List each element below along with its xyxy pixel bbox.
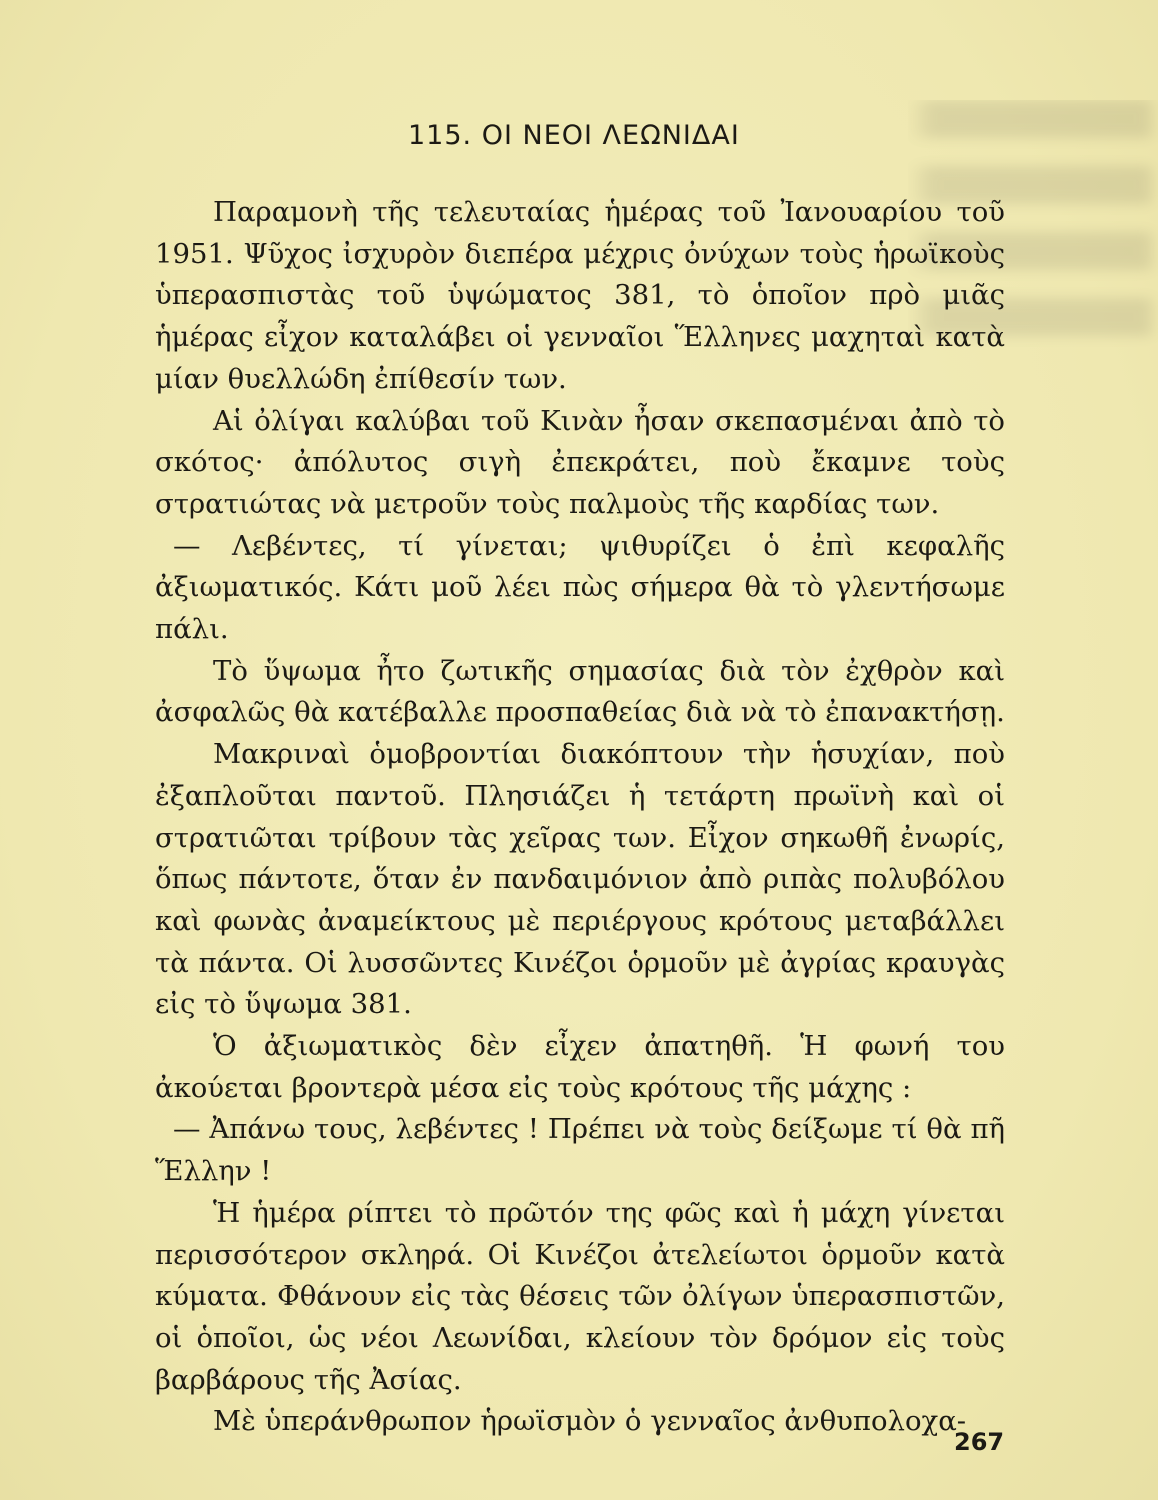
paragraph: Μὲ ὑπεράνθρωπον ἡρωϊσμὸν ὁ γενναῖος ἀνθυπολοχα- bbox=[213, 1405, 967, 1438]
paragraph: Ὁ ἀξιωματικὸς δὲν εἶχεν ἀπατηθῆ. Ἡ φωνή του ἀκούεται βροντερὰ μέσα εἰς τοὺς κρότους τῆς μάχης : bbox=[155, 1030, 1005, 1104]
paragraph: Τὸ ὕψωμα ἦτο ζωτικῆς σημασίας διὰ τὸν ἐχθρὸν καὶ ἀσφαλῶς θὰ κατέβαλλε προσπαθείας διὰ νὰ τὸ ἐπανακτήσῃ. bbox=[155, 654, 1005, 729]
paragraph: Αἱ ὀλίγαι καλύβαι τοῦ Κινὰν ἦσαν σκεπασμέναι ἀπὸ τὸ σκότος· ἀπόλυτος σιγὴ ἐπεκράτει, ποὺ ἔκαμνε τοὺς στρατιώτας νὰ μετροῦν τοὺς παλμοὺς τῆς καρδίας των. bbox=[155, 404, 1005, 520]
dialogue-paragraph: — Λεβέντες, τί γίνεται; ψιθυρίζει ὁ ἐπὶ κεφαλῆς ἀξιωματικός. Κάτι μοῦ λέει πὼς σήμερα θὰ τὸ γλεντήσωμε πάλι. bbox=[155, 529, 1005, 646]
chapter-title: 115. ΟΙ ΝΕΟΙ ΛΕΩΝΙΔΑΙ bbox=[408, 120, 740, 151]
body-text bbox=[155, 192, 1005, 1443]
paragraph: Μακριναὶ ὁμοβροντίαι διακόπτουν τὴν ἡσυχίαν, ποὺ ἐξαπλοῦται παντοῦ. Πλησιάζει ἡ τετάρτη πρωϊνὴ καὶ οἱ στρατιῶται τρίβουν τὰς χεῖρας των. Εἶχον σηκωθῆ ἐνωρίς, ὅπως πάντοτε, ὅταν ἐν πανδαιμόνιον ἀπὸ ριπὰς πολυβόλου καὶ φωνὰς ἀναμείκτους μὲ περιέργους κρότους μεταβάλλει τὰ πάντα. Οἱ λυσσῶντες Κινέζοι ὁρμοῦν μὲ ἀγρίας κραυγὰς εἰς τὸ ὕψωμα 381. bbox=[155, 738, 1005, 1021]
dialogue-paragraph: — Ἀπάνω τους, λεβέντες ! Πρέπει νὰ τοὺς δείξωμε τί θὰ πῆ Ἕλλην ! bbox=[155, 1113, 1005, 1188]
paragraph: Παραμονὴ τῆς τελευταίας ἡμέρας τοῦ Ἰανουαρίου τοῦ 1951. Ψῦχος ἰσχυρὸν διεπέρα μέχρις ὀνύχων τοὺς ἡρωϊκοὺς ὑπερασπιστὰς τοῦ ὑψώματος 381, τὸ ὁποῖον πρὸ μιᾶς ἡμέρας εἶχον καταλάβει οἱ γενναῖοι Ἕλληνες μαχηταὶ κατὰ μίαν θυελλώδη ἐπίθεσίν των. bbox=[155, 196, 1005, 395]
paragraph: Ἡ ἡμέρα ρίπτει τὸ πρῶτόν της φῶς καὶ ἡ μάχη γίνεται περισσότερον σκληρά. Οἱ Κινέζοι ἀτελείωτοι ὁρμοῦν κατὰ κύματα. Φθάνουν εἰς τὰς θέσεις τῶν ὀλίγων ὑπερασπιστῶν, οἱ ὁποῖοι, ὡς νέοι Λεωνίδαι, κλείουν τὸν δρόμον εἰς τοὺς βαρβάρους τῆς Ἀσίας. bbox=[155, 1196, 1005, 1396]
page-number: 267 bbox=[954, 1428, 1005, 1456]
